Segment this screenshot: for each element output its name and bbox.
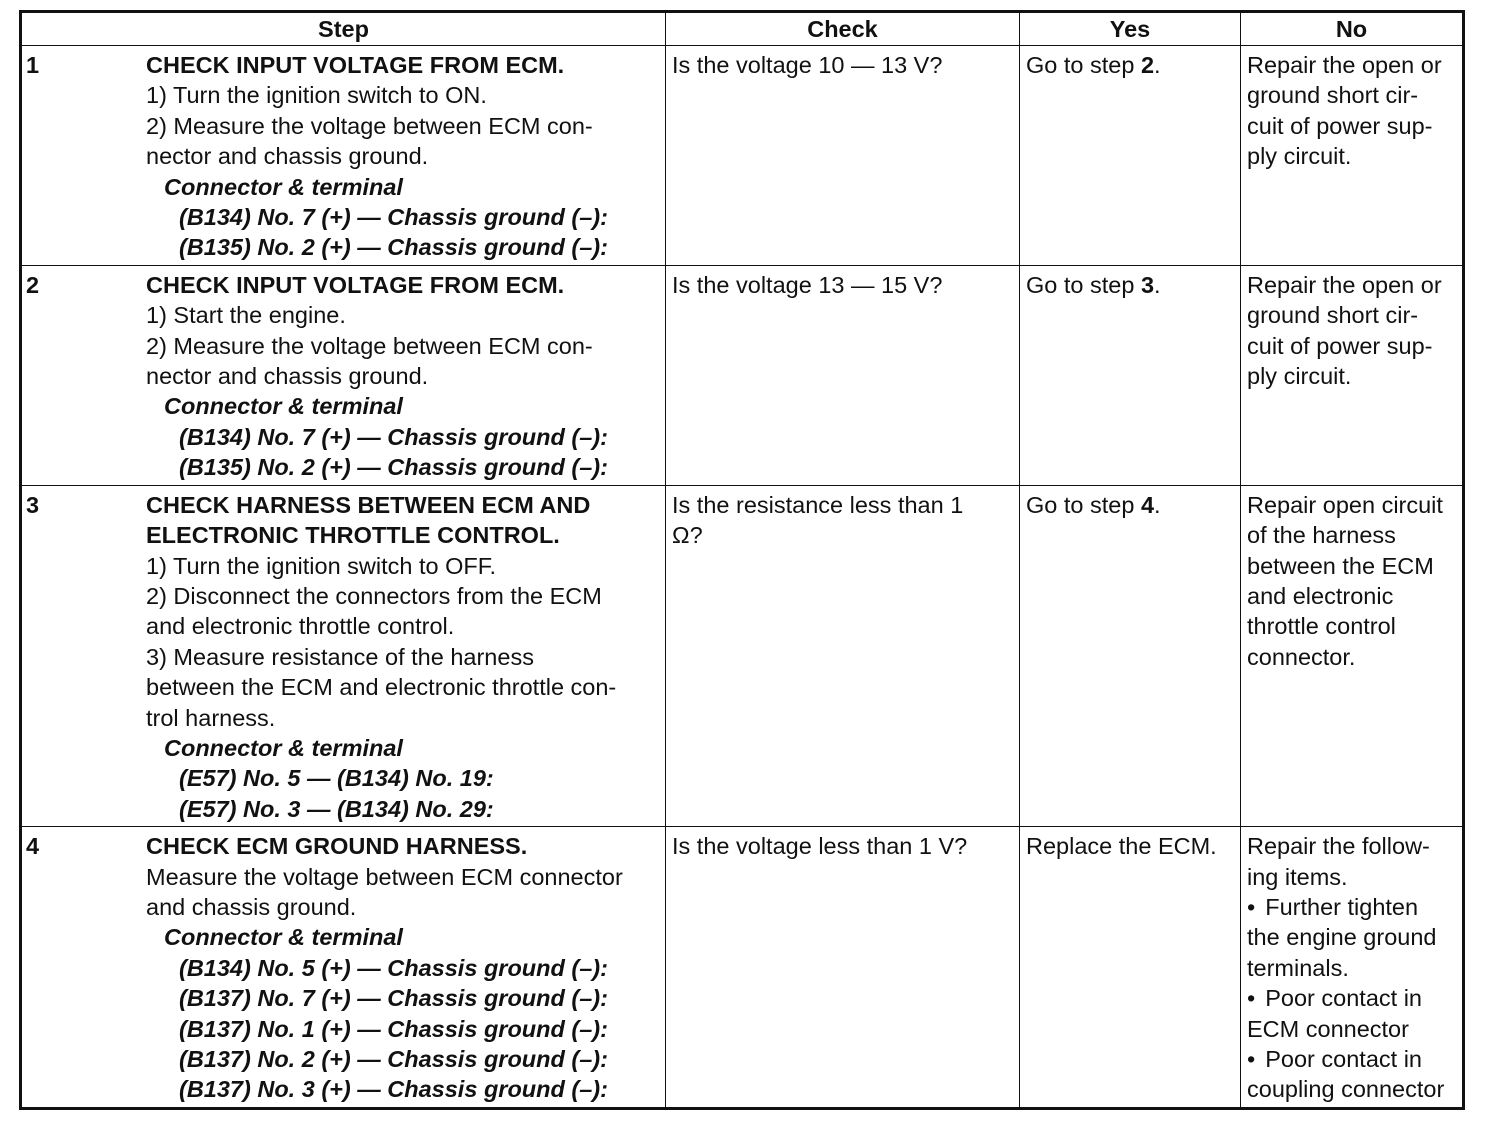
diagnostic-table (19, 10, 1465, 1110)
terminal-spec: (E57) No. 3 — (B134) No. 29: (179, 795, 494, 822)
no-bullet-item: • Poor contact in (1247, 983, 1458, 1013)
yes-suffix: . (1154, 271, 1161, 298)
step-instruction: and chassis ground. (146, 893, 357, 920)
header-no: No (1241, 12, 1464, 46)
step-number: 3 (26, 491, 40, 518)
no-bullet-item: • Poor contact in (1247, 1044, 1458, 1074)
yes-prefix: Go to step (1026, 52, 1141, 78)
no-action: between the ECM (1247, 552, 1434, 579)
connector-terminal-label: Connector & terminal (164, 734, 403, 761)
table-row (21, 46, 1464, 266)
table-row (21, 485, 1464, 826)
yes-cell (1020, 827, 1241, 1109)
terminal-spec: (E57) No. 5 — (B134) No. 19: (179, 765, 494, 792)
check-question: Is the voltage 13 — 15 V? (672, 271, 943, 298)
step-heading: CHECK ECM GROUND HARNESS. (146, 833, 528, 860)
step-instruction: nector and chassis ground. (146, 363, 429, 390)
no-action: ground short cir- (1247, 82, 1419, 109)
step-number: 1 (26, 52, 40, 78)
terminal-spec: (B134) No. 7 (+) — Chassis ground (–): (179, 423, 608, 450)
yes-suffix: . (1154, 52, 1161, 78)
table-header-row (21, 12, 1464, 46)
step-instruction: trol harness. (146, 704, 276, 731)
no-bullet-item: ECM connector (1247, 1015, 1409, 1042)
no-action: Repair open circuit (1247, 491, 1443, 518)
step-instruction: Measure the voltage between ECM connector (146, 863, 623, 890)
yes-prefix: Go to step (1026, 271, 1141, 298)
no-action: Repair the open or (1247, 271, 1442, 298)
check-cell (666, 827, 1020, 1109)
step-cell (21, 265, 666, 485)
yes-suffix: . (1154, 491, 1161, 518)
no-action: throttle control (1247, 613, 1396, 640)
no-cell (1241, 827, 1464, 1109)
no-bullet-item: terminals. (1247, 954, 1349, 981)
terminal-spec: (B134) No. 7 (+) — Chassis ground (–): (179, 204, 608, 231)
step-cell (21, 485, 666, 826)
step-cell (21, 827, 666, 1109)
no-bullet-item: the engine ground (1247, 924, 1437, 951)
terminal-spec: (B137) No. 3 (+) — Chassis ground (–): (179, 1076, 608, 1103)
step-heading: CHECK INPUT VOLTAGE FROM ECM. (146, 52, 565, 78)
yes-action (1026, 50, 1236, 80)
terminal-spec: (B137) No. 1 (+) — Chassis ground (–): (179, 1015, 608, 1042)
terminal-spec: (B137) No. 2 (+) — Chassis ground (–): (179, 1046, 608, 1072)
check-cell (666, 46, 1020, 266)
no-action: Repair the open or (1247, 52, 1442, 78)
table-row (21, 265, 1464, 485)
step-instruction: 3) Measure resistance of the harness (146, 643, 534, 670)
yes-step-number: 3 (1140, 271, 1155, 298)
connector-terminal-label: Connector & terminal (164, 393, 403, 420)
yes-cell (1020, 46, 1241, 266)
step-instruction: between the ECM and electronic throttle con- (146, 674, 617, 701)
step-instruction: and electronic throttle control. (146, 613, 455, 640)
no-cell (1241, 265, 1464, 485)
step-heading: ELECTRONIC THROTTLE CONTROL. (146, 522, 560, 549)
no-action: ply circuit. (1247, 363, 1352, 390)
check-cell (666, 485, 1020, 826)
header-check: Check (666, 12, 1020, 46)
yes-cell (1020, 485, 1241, 826)
no-action: of the harness (1247, 522, 1396, 549)
no-action: and electronic (1247, 582, 1394, 609)
no-bullet-item: coupling connector (1247, 1076, 1445, 1103)
no-action: connector. (1247, 643, 1356, 670)
diagnostic-procedure-document (19, 10, 1462, 1110)
step-instruction: 1) Turn the ignition switch to ON. (146, 82, 487, 109)
check-question: Is the voltage 10 — 13 V? (672, 52, 943, 78)
table-body (21, 46, 1464, 1109)
no-cell (1241, 485, 1464, 826)
header-yes: Yes (1020, 12, 1241, 46)
step-cell (21, 46, 666, 266)
yes-step-number: 2 (1140, 52, 1155, 78)
yes-prefix: Go to step (1026, 491, 1141, 518)
no-action: ground short cir- (1247, 302, 1419, 329)
yes-action (1026, 490, 1236, 520)
step-instruction: 2) Measure the voltage between ECM con- (146, 332, 593, 359)
no-cell (1241, 46, 1464, 266)
check-question: Is the voltage less than 1 V? (672, 833, 968, 860)
no-bullet-item: • Further tighten (1247, 892, 1458, 922)
terminal-spec: (B135) No. 2 (+) — Chassis ground (–): (179, 234, 608, 261)
step-instruction: nector and chassis ground. (146, 143, 429, 170)
step-instruction: 2) Disconnect the connectors from the ECM (146, 582, 602, 609)
yes-cell (1020, 265, 1241, 485)
no-action: ing items. (1247, 863, 1348, 890)
connector-terminal-label: Connector & terminal (164, 173, 403, 200)
step-heading: CHECK INPUT VOLTAGE FROM ECM. (146, 271, 565, 298)
check-question: Is the resistance less than 1 (672, 491, 964, 518)
connector-terminal-label: Connector & terminal (164, 924, 403, 951)
no-action: cuit of power sup- (1247, 332, 1433, 359)
step-heading: CHECK HARNESS BETWEEN ECM AND (146, 491, 591, 518)
step-number: 4 (26, 833, 40, 860)
check-cell (666, 265, 1020, 485)
step-instruction: 1) Start the engine. (146, 302, 346, 329)
check-question: Ω? (672, 522, 703, 549)
terminal-spec: (B137) No. 7 (+) — Chassis ground (–): (179, 985, 608, 1012)
no-action: ply circuit. (1247, 143, 1352, 170)
terminal-spec: (B134) No. 5 (+) — Chassis ground (–): (179, 954, 608, 981)
table-row (21, 827, 1464, 1109)
yes-action: Replace the ECM. (1026, 833, 1217, 860)
terminal-spec: (B135) No. 2 (+) — Chassis ground (–): (179, 454, 608, 481)
header-step: Step (21, 12, 666, 46)
yes-action (1026, 270, 1236, 300)
no-action: Repair the follow- (1247, 833, 1430, 860)
step-instruction: 2) Measure the voltage between ECM con- (146, 112, 593, 139)
step-instruction: 1) Turn the ignition switch to OFF. (146, 552, 497, 579)
no-action: cuit of power sup- (1247, 112, 1433, 139)
yes-step-number: 4 (1140, 491, 1155, 518)
step-number: 2 (26, 271, 40, 298)
